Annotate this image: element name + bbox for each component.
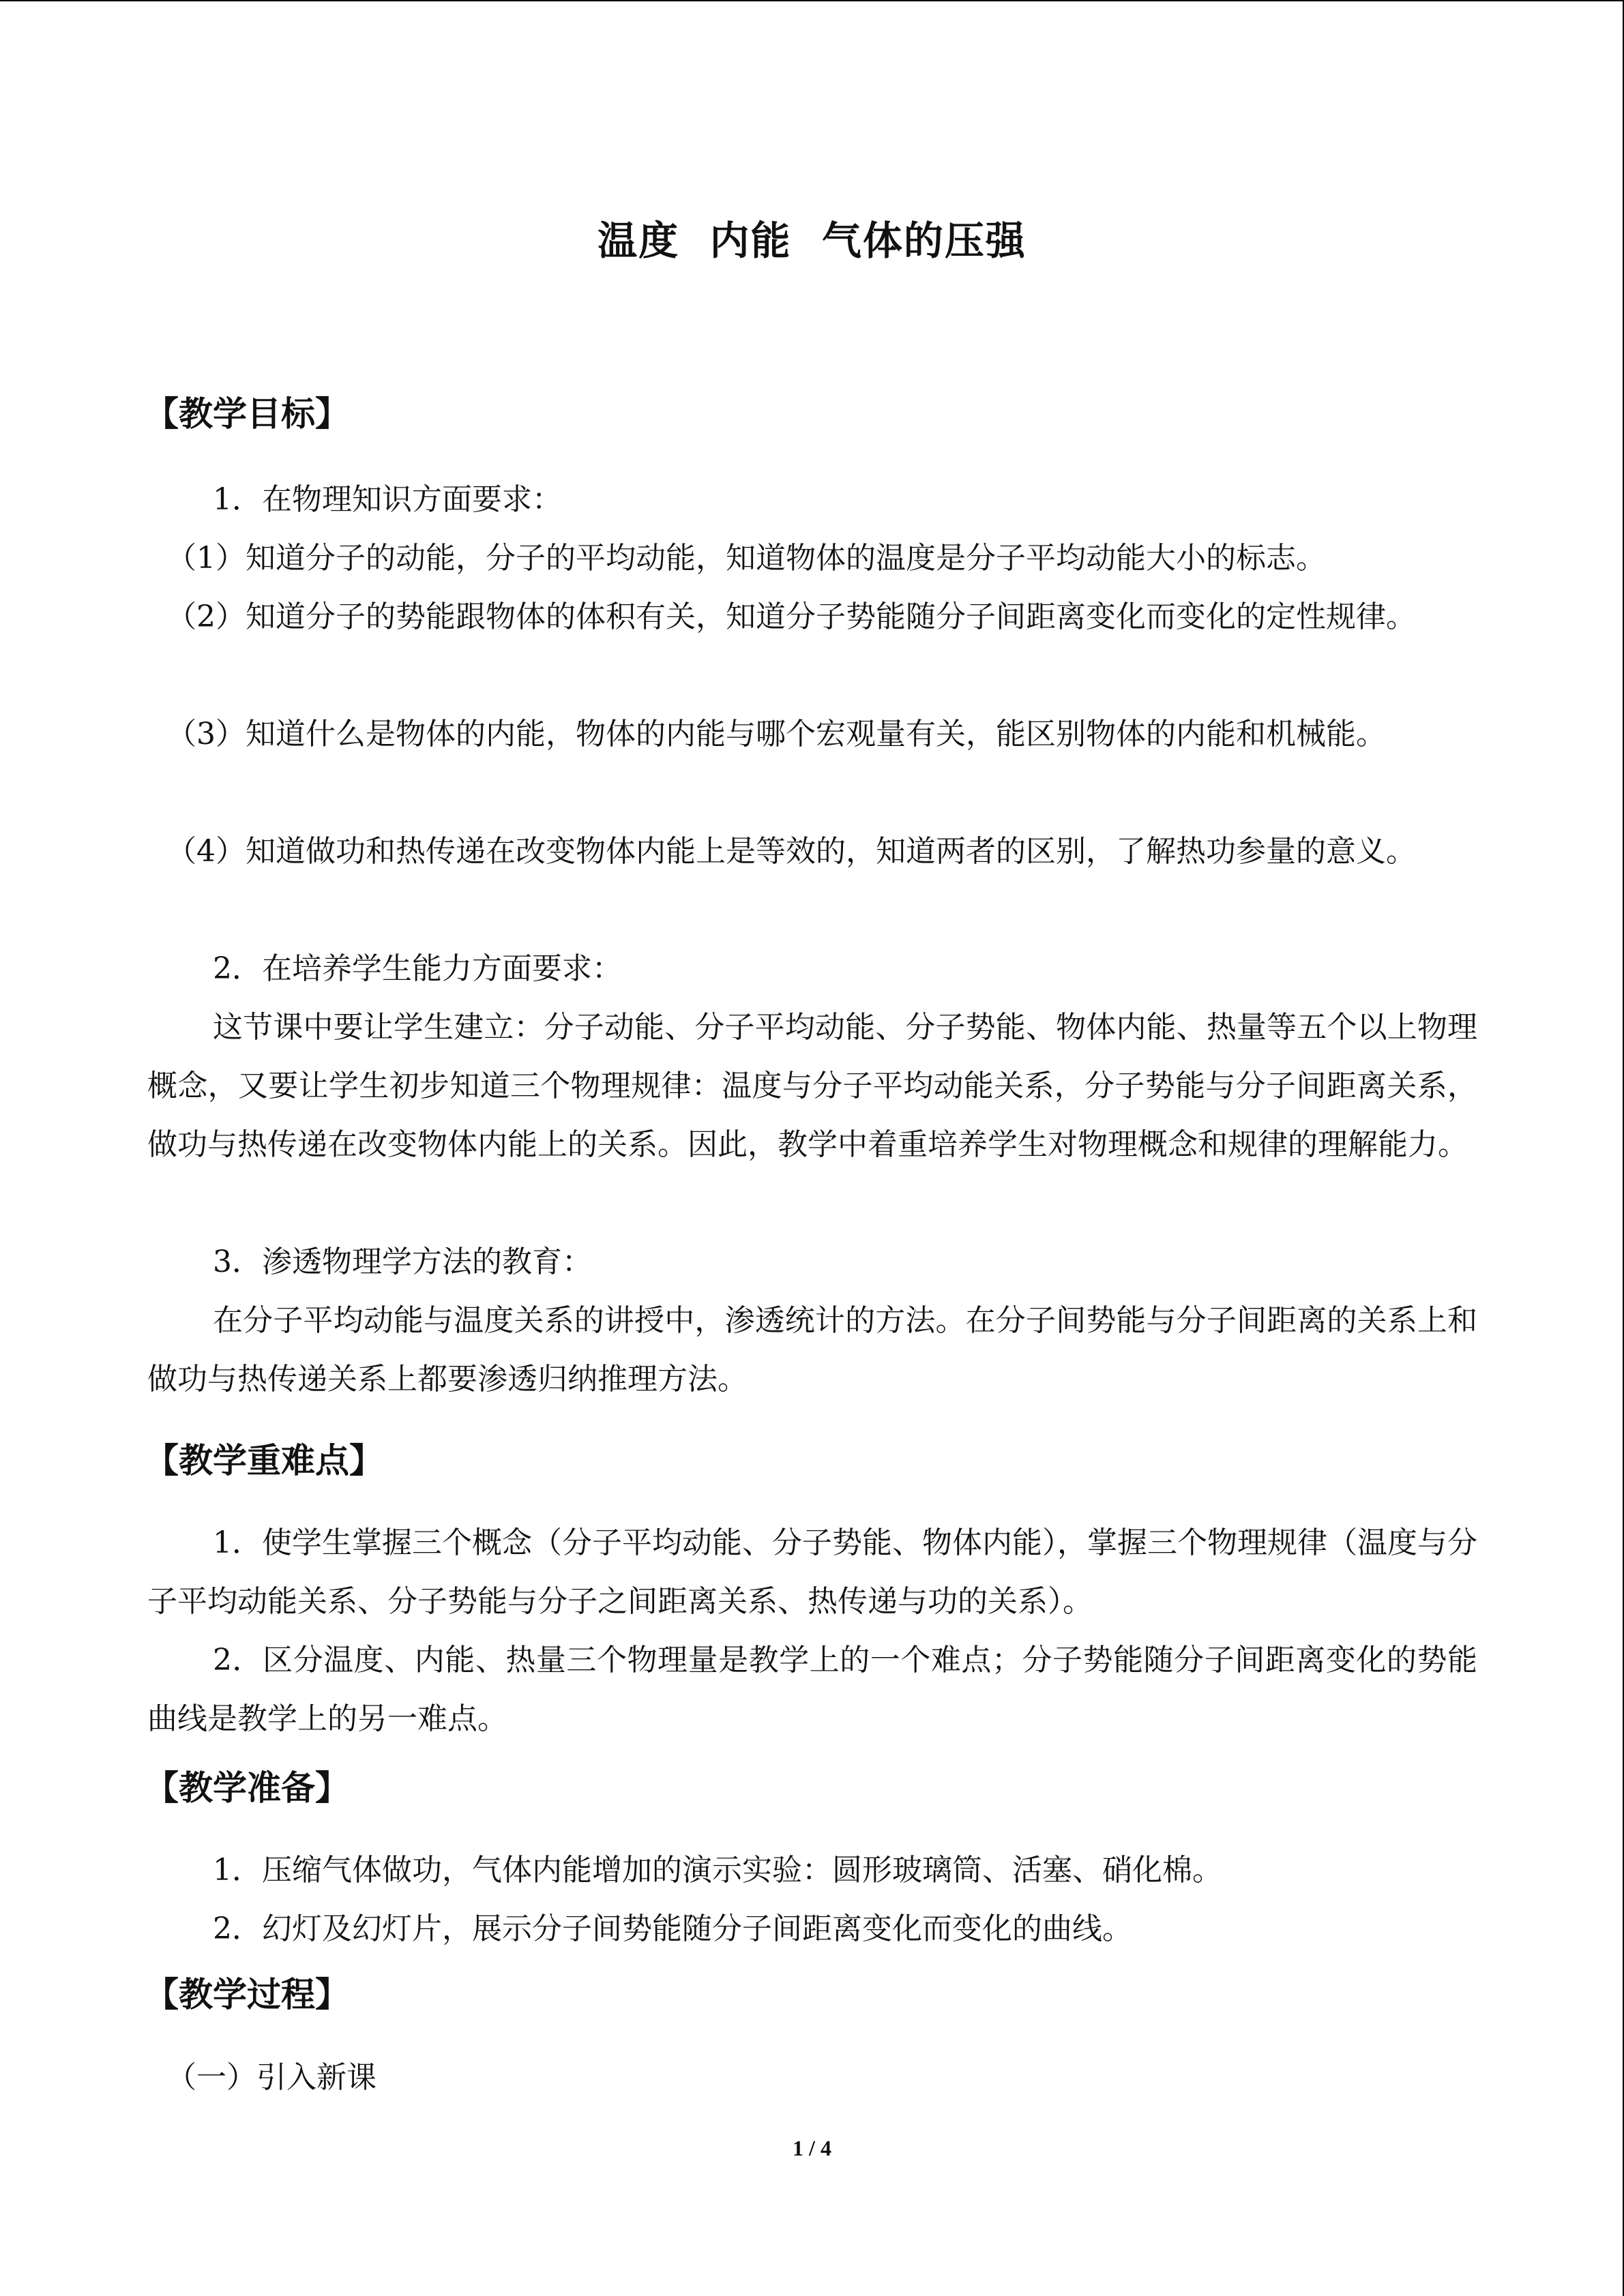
paragraph: 在分子平均动能与温度关系的讲授中，渗透统计的方法。在分子间势能与分子间距离的关系上和做功与热传递关系上都要渗透归纳推理方法。 bbox=[147, 1303, 1477, 1397]
page-title: 温度 内能 气体的压强 bbox=[597, 218, 1027, 264]
section-heading-process: 【教学过程】 bbox=[145, 1975, 349, 2014]
paragraph: （4）知道做功和热传递在改变物体内能上是等效的，知道两者的区别，了解热功参量的意义。 bbox=[166, 834, 1416, 869]
page-number: 1 / 4 bbox=[793, 2136, 831, 2160]
section-heading-objectives: 【教学目标】 bbox=[145, 394, 349, 434]
section-heading-preparation: 【教学准备】 bbox=[145, 1768, 349, 1808]
paragraph: 1．在物理知识方面要求： bbox=[213, 482, 562, 517]
paragraph: （3）知道什么是物体的内能，物体的内能与哪个宏观量有关，能区别物体的内能和机械能。 bbox=[166, 717, 1386, 751]
paragraph: （2）知道分子的势能跟物体的体积有关，知道分子势能随分子间距离变化而变化的定性规律。 bbox=[166, 599, 1416, 634]
paragraph: 1．压缩气体做功，气体内能增加的演示实验：圆形玻璃筒、活塞、硝化棉。 bbox=[213, 1853, 1222, 1888]
paragraph: 2．幻灯及幻灯片，展示分子间势能随分子间距离变化而变化的曲线。 bbox=[213, 1911, 1132, 1946]
paragraph: （一）引入新课 bbox=[166, 2060, 377, 2095]
paragraph: 2．区分温度、内能、热量三个物理量是教学上的一个难点；分子势能随分子间距离变化的势能曲线是教学上的另一难点。 bbox=[147, 1643, 1477, 1736]
paragraph: 3．渗透物理学方法的教育： bbox=[213, 1244, 592, 1279]
paragraph: 这节课中要让学生建立：分子动能、分子平均动能、分子势能、物体内能、热量等五个以上物理概念，又要让学生初步知道三个物理规律：温度与分子平均动能关系，分子势能与分子间距离关系，做功与热传递在改变物体内能上的关系。因此，教学中着重培养学生对物理概念和规律的理解能力。 bbox=[147, 1010, 1477, 1162]
paragraph: （1）知道分子的动能，分子的平均动能，知道物体的温度是分子平均动能大小的标志。 bbox=[166, 541, 1326, 576]
paragraph: 1．使学生掌握三个概念（分子平均动能、分子势能、物体内能），掌握三个物理规律（温度与分子平均动能关系、分子势能与分子之间距离关系、热传递与功的关系）。 bbox=[147, 1525, 1477, 1619]
section-heading-key-points: 【教学重难点】 bbox=[145, 1441, 383, 1480]
paragraph: 2．在培养学生能力方面要求： bbox=[213, 951, 622, 986]
